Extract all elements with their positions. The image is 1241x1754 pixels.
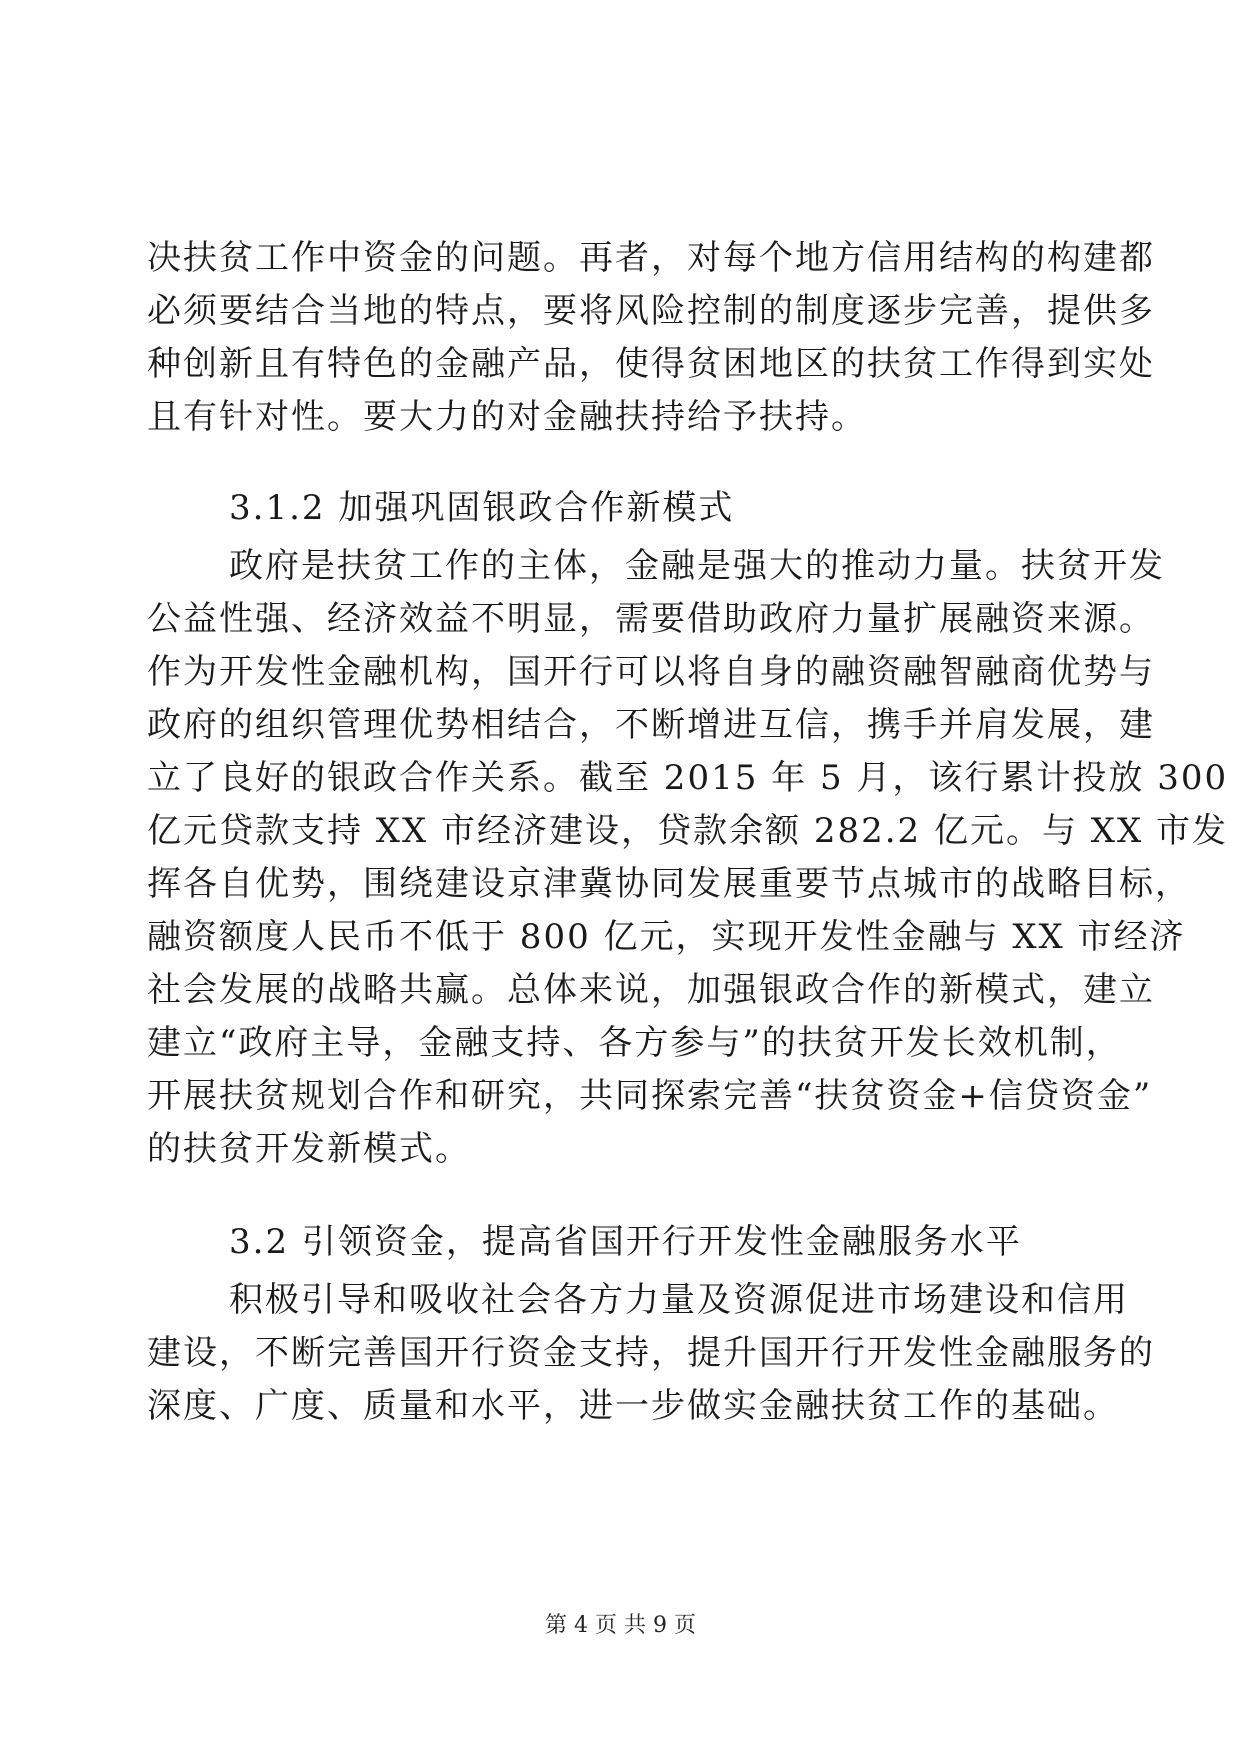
section-heading: 3.2 引领资金，提高省国开行开发性金融服务水平 <box>229 1222 1022 1262</box>
body-text-line: 深度、广度、质量和水平，进一步做实金融扶贫工作的基础。 <box>147 1386 1119 1426</box>
body-text-line: 亿元贷款支持 XX 市经济建设，贷款余额 282.2 亿元。与 XX 市发 <box>147 811 1228 851</box>
body-text-line: 且有针对性。要大力的对金融扶持给予扶持。 <box>147 397 867 437</box>
body-text-line: 开展扶贫规划合作和研究，共同探索完善“扶贫资金+信贷资金” <box>147 1076 1153 1116</box>
page-number-footer: 第 4 页 共 9 页 <box>545 1613 696 1638</box>
body-text-line: 政府是扶贫工作的主体，金融是强大的推动力量。扶贫开发 <box>229 546 1165 586</box>
body-text-line: 立了良好的银政合作关系。截至 2015 年 5 月，该行累计投放 300 <box>147 758 1229 798</box>
body-text-line: 建立“政府主导，金融支持、各方参与”的扶贫开发长效机制， <box>147 1023 1122 1063</box>
body-text-line: 积极引导和吸收社会各方力量及资源促进市场建设和信用 <box>229 1280 1129 1320</box>
body-text-line: 公益性强、经济效益不明显，需要借助政府力量扩展融资来源。 <box>147 599 1155 639</box>
body-text-line: 挥各自优势，围绕建设京津冀协同发展重要节点城市的战略目标， <box>147 864 1191 904</box>
body-text-line: 的扶贫开发新模式。 <box>147 1129 471 1169</box>
section-heading: 3.1.2 加强巩固银政合作新模式 <box>229 488 735 528</box>
body-text-line: 建设，不断完善国开行资金支持，提升国开行开发性金融服务的 <box>147 1333 1155 1373</box>
body-text-line: 必须要结合当地的特点，要将风险控制的制度逐步完善，提供多 <box>147 291 1155 331</box>
body-text-line: 决扶贫工作中资金的问题。再者，对每个地方信用结构的构建都 <box>147 238 1155 278</box>
body-text-line: 种创新且有特色的金融产品，使得贫困地区的扶贫工作得到实处 <box>147 344 1155 384</box>
body-text-line: 政府的组织管理优势相结合，不断增进互信，携手并肩发展，建 <box>147 705 1155 745</box>
body-text-line: 社会发展的战略共赢。总体来说，加强银政合作的新模式，建立 <box>147 970 1155 1010</box>
body-text-line: 作为开发性金融机构，国开行可以将自身的融资融智融商优势与 <box>147 652 1155 692</box>
body-text-line: 融资额度人民币不低于 800 亿元，实现开发性金融与 XX 市经济 <box>147 917 1186 957</box>
